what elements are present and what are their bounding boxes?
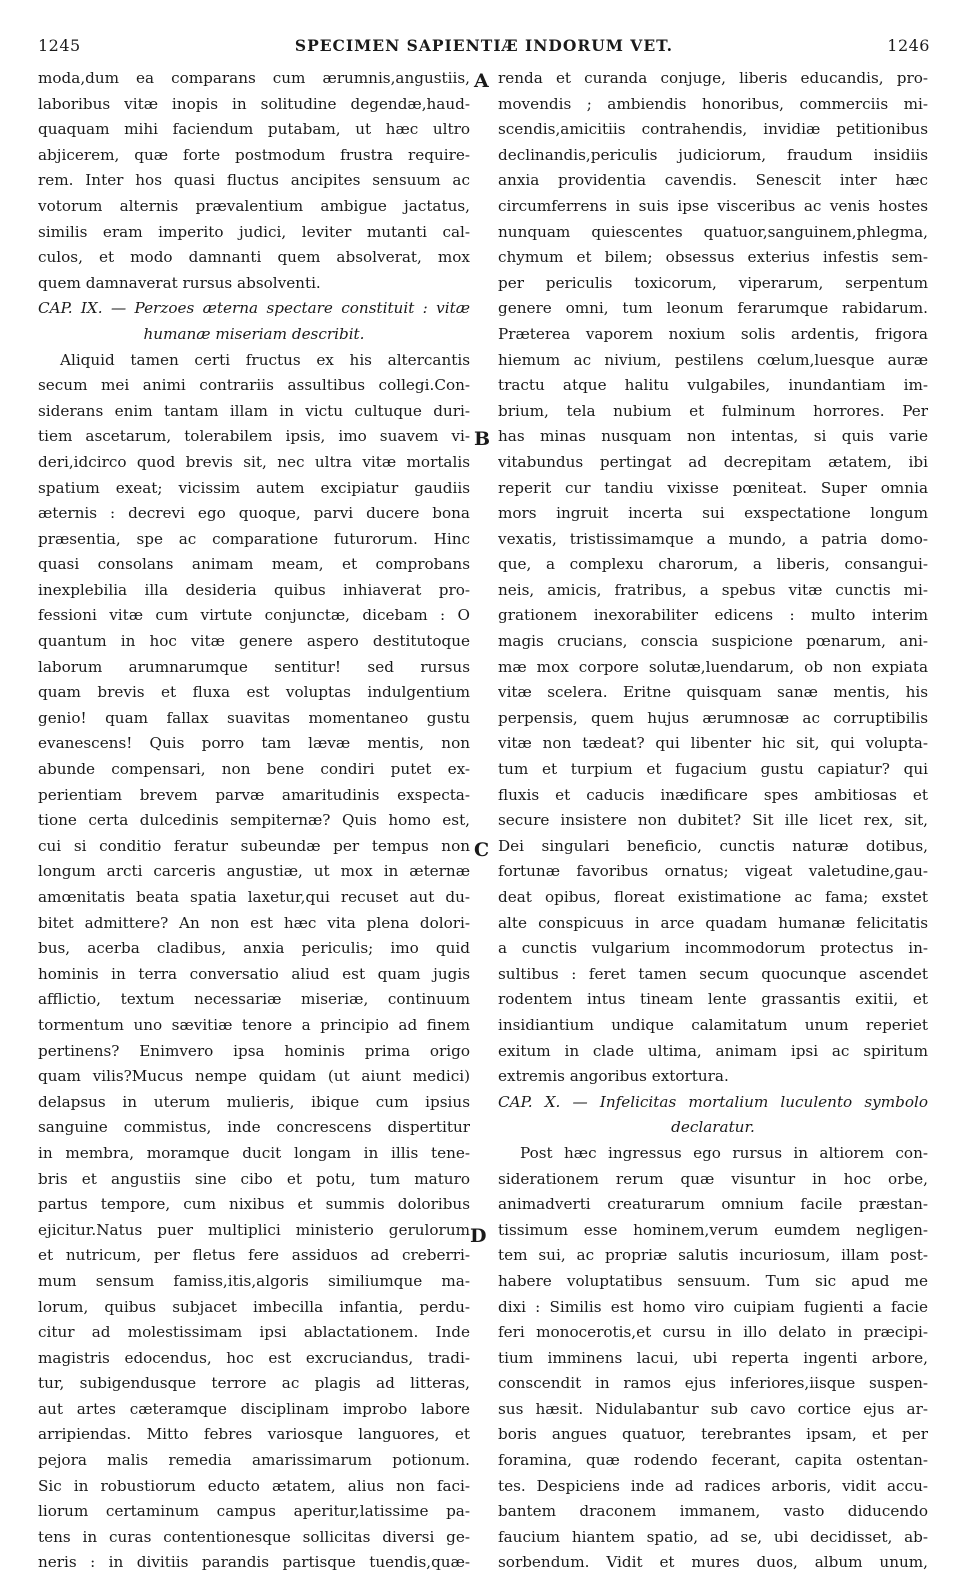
text-line: pertinens? Enimvero ipsa hominis prima origo [38, 1041, 470, 1060]
text-line: foramina, quæ rodendo fecerant, capita ostentan- [498, 1451, 928, 1470]
text-line: sorbendum. Vidit et mures duos, album unum, [498, 1553, 928, 1572]
text-line: quem damnaverat rursus absolventi. [38, 273, 321, 292]
text-line: deri,idcirco quod brevis sit, nec ultra vitæ mortalis [38, 452, 470, 471]
text-line: similis eram imperito judici, leviter mutanti cal- [38, 222, 470, 241]
text-line: spatium exeat; vicissim autem excipiatur gaudiis [38, 478, 470, 497]
text-line: pejora malis remedia amarissimarum potionum. [38, 1451, 470, 1470]
text-line: chymum et bilem; obsessus exterius infestis sem- [498, 248, 928, 267]
text-line: bantem draconem immanem, vasto diducendo [498, 1502, 928, 1521]
text-line: vitæ non tædeat? qui libenter hic sit, qui volupta- [498, 734, 928, 753]
text-line: tes. Despiciens inde ad radices arboris, vidit accu- [498, 1476, 928, 1495]
margin-letter-d: D [470, 1225, 487, 1247]
text-line: siderationem rerum quæ visuntur in hoc orbe, [498, 1169, 928, 1188]
text-line: hominis in terra conversatio aliud est quam jugis [38, 964, 470, 983]
text-line: tormentum uno sævitiæ tenore a principio ad finem [38, 1015, 470, 1034]
text-line: secum mei animi contrariis assultibus collegi.Con- [38, 376, 470, 395]
text-line: genere omni, tum leonum ferarumque rabidarum. [498, 299, 928, 318]
text-line: aut artes cæteramque disciplinam improbo labore [38, 1399, 470, 1418]
text-line: movendis ; ambiendis honoribus, commerciis mi- [498, 94, 928, 113]
text-line: afflictio, textum necessariæ miseriæ, continuum [38, 990, 470, 1009]
text-line: tens in curas contentionesque sollicitas diversi ge- [38, 1527, 470, 1546]
text-line: fluxis et caducis inædificare spes ambitiosas et [498, 785, 928, 804]
text-line: CAP. IX. — Perzoes æterna spectare constituit : vitæ [38, 299, 470, 318]
text-line: abunde compensari, non bene condiri putet ex- [38, 760, 470, 779]
text-line: siderans enim tantam illam in victu cultuque duri- [38, 401, 470, 420]
text-line: amœnitatis beata spatia laxetur,qui recuset aut du- [38, 888, 470, 906]
text-line: cui si conditio feratur subeundæ per tempus non [38, 836, 470, 855]
text-line: feri monocerotis,et cursu in illo delato in præcipi- [498, 1323, 928, 1342]
text-line: sus hæsit. Nidulabantur sub cavo cortice ejus ar- [498, 1399, 928, 1418]
left-column [38, 66, 470, 1576]
text-line: CAP. X. — Infelicitas mortalium luculento symbolo [498, 1092, 928, 1111]
text-line: fessioni vitæ cum virtute conjunctæ, dicebam : O [38, 606, 470, 625]
text-line: neis, amicis, fratribus, a spebus vitæ cunctis mi- [498, 580, 928, 599]
text-line: declaratur. [671, 1118, 755, 1137]
text-line: laborum arumnarumque sentitur! sed rursus [38, 657, 470, 676]
text-line: per periculis toxicorum, viperarum, serpentum [498, 273, 928, 292]
text-line: quantum in hoc vitæ genere aspero destitutoque [38, 632, 470, 651]
text-line: magis crucians, conscia suspicione pœnarum, ani- [498, 632, 928, 651]
text-line: abjicerem, quæ forte postmodum frustra require- [38, 145, 470, 164]
text-line: votorum alternis prævalentium ambigue jactatus, [38, 196, 470, 215]
text-line: rem. Inter hos quasi fluctus ancipites sensuum ac [38, 171, 470, 190]
text-line: tione certa dulcedinis sempiternæ? Quis homo est, [38, 811, 470, 830]
text-line: circumferrens in suis ipse visceribus ac venis hostes [498, 196, 928, 215]
text-line: tium imminens lacui, ubi reperta ingenti arbore, [498, 1348, 928, 1367]
text-line: fortunæ favoribus ornatus; vigeat valetudine,gau- [498, 862, 928, 881]
text-line: arripiendas. Mitto febres variosque languores, et [38, 1425, 470, 1444]
text-line: liorum certaminum campus aperitur,latissime pa- [38, 1502, 470, 1521]
text-line: animadverti creaturarum omnium facile præstan- [498, 1195, 928, 1214]
text-line: bris et angustiis sine cibo et potu, tum maturo [38, 1169, 470, 1188]
text-line: declinandis,periculis judiciorum, fraudum insidiis [498, 145, 928, 164]
text-line: præsentia, spe ac comparatione futurorum. Hinc [38, 529, 470, 548]
text-line: exitum in clade ultima, animam ipsi ac spiritum [498, 1041, 928, 1060]
text-line: sultibus : feret tamen secum quocunque ascendet [498, 964, 928, 983]
margin-letter-a: A [474, 70, 489, 92]
text-line: genio! quam fallax suavitas momentaneo gustu [38, 708, 470, 727]
right-column [498, 66, 928, 1576]
text-line: scendis,amicitiis contrahendis, invidiæ petitionibus [498, 120, 928, 139]
text-line: anxia providentia cavendis. Senescit inter hæc [498, 171, 928, 190]
text-line: culos, et modo damnanti quem absolverat, mox [38, 248, 470, 267]
text-line: quam vilis?Mucus nempe quidam (ut aiunt medici) [38, 1067, 470, 1086]
text-line: et nutricum, per fletus fere assiduos ad creberri- [38, 1246, 470, 1265]
text-line: tur, subigendusque terrore ac plagis ad litteras, [38, 1374, 470, 1393]
text-line: inexplebilia illa desideria quibus inhiaverat pro- [38, 580, 470, 599]
text-line: grationem inexorabiliter edicens : multo interim [498, 606, 928, 625]
text-line: sanguine commistus, inde concrescens dispertitur [38, 1118, 470, 1137]
text-line: faucium hiantem spatio, ad se, ubi decidisset, ab- [498, 1527, 928, 1546]
text-line: bitet admittere? An non est hæc vita plena dolori- [38, 913, 470, 932]
text-line: a cunctis vulgarium incommodorum protectus in- [498, 939, 928, 958]
text-line: brium, tela nubium et fulminum horrores. Per [498, 401, 928, 420]
text-line: tem sui, ac propriæ salutis incuriosum, illam post- [498, 1246, 928, 1265]
text-line: rodentem intus tineam lente grassantis exitii, et [498, 990, 928, 1009]
text-line: has minas nusquam non intentas, si quis varie [498, 427, 928, 446]
text-line: ejicitur.Natus puer multiplici ministerio gerulorum [38, 1220, 470, 1239]
text-line: extremis angoribus extortura. [498, 1067, 729, 1086]
text-line: tiem ascetarum, tolerabilem ipsis, imo suavem vi- [38, 427, 470, 446]
text-line: æternis : decrevi ego quoque, parvi ducere bona [38, 504, 470, 523]
text-line: Post hæc ingressus ego rursus in altiorem con- [520, 1143, 928, 1162]
left-page-number: 1245 [38, 36, 81, 55]
text-line: delapsus in uterum mulieris, ibique cum ipsius [38, 1092, 470, 1111]
text-line: reperit cur tandiu vixisse pœniteat. Super omnia [498, 478, 928, 497]
text-line: perientiam brevem parvæ amaritudinis exspecta- [38, 785, 470, 804]
text-line: laboribus vitæ inopis in solitudine degendæ,haud- [38, 94, 470, 113]
text-line: moda,dum ea comparans cum ærumnis,angustiis, [38, 69, 470, 87]
text-line: lorum, quibus subjacet imbecilla infantia, perdu- [38, 1297, 470, 1316]
text-line: quasi consolans animam meam, et comprobans [38, 555, 470, 574]
text-line: nunquam quiescentes quatuor,sanguinem,phlegma, [498, 222, 928, 241]
text-line: deat opibus, floreat existimatione ac fama; exstet [498, 888, 928, 906]
text-line: vitabundus pertingat ad decrepitam ætatem, ibi [498, 452, 928, 471]
text-line: neris : in divitiis parandis partisque tuendis,quæ- [38, 1553, 470, 1572]
right-page-number: 1246 [887, 36, 930, 55]
text-line: perpensis, quem hujus ærumnosæ ac corruptibilis [498, 708, 928, 727]
text-line: magistris edocendus, hoc est excruciandus, tradi- [38, 1348, 470, 1367]
text-line: citur ad molestissimam ipsi ablactationem. Inde [38, 1323, 470, 1342]
text-line: Dei singulari beneficio, cunctis naturæ dotibus, [498, 836, 928, 855]
text-line: in membra, moramque ducit longam in illis tene- [38, 1143, 470, 1162]
text-line: vitæ scelera. Eritne quisquam sanæ mentis, his [498, 683, 928, 702]
text-line: tractu atque halitu vulgabiles, inundantiam im- [498, 376, 928, 395]
text-line: insidiantium undique calamitatum unum reperiet [498, 1015, 928, 1034]
text-line: mum sensum famiss,itis,algoris similiumque ma- [38, 1271, 470, 1290]
text-line: evanescens! Quis porro tam lævæ mentis, non [38, 734, 470, 753]
text-line: Sic in robustiorum educto ætatem, alius non faci- [38, 1476, 470, 1495]
text-line: bus, acerba cladibus, anxia periculis; imo quid [38, 939, 470, 958]
text-line: dixi : Similis est homo viro cuipiam fugienti a facie [498, 1297, 928, 1316]
text-line: mors ingruit incerta sui exspectatione longum [498, 504, 928, 523]
text-line: Præterea vaporem noxium solis ardentis, frigora [498, 324, 928, 343]
text-line: conscendit in ramos ejus inferiores,iisque suspen- [498, 1374, 928, 1393]
text-line: mæ mox corpore solutæ,luendarum, ob non expiata [498, 657, 928, 676]
text-line: quam brevis et fluxa est voluptas indulgentium [38, 683, 470, 702]
text-line: alte conspicuus in arce quadam humanæ felicitatis [498, 913, 928, 932]
text-line: quaquam mihi faciendum putabam, ut hæc ultro [38, 120, 470, 139]
text-line: longum arcti carceris angustiæ, ut mox in æternæ [38, 862, 470, 881]
text-line: tissimum esse hominem,verum eumdem negligen- [498, 1220, 928, 1239]
text-line: humanæ miseriam describit. [143, 324, 365, 343]
text-line: que, a complexu charorum, a liberis, consangui- [498, 555, 928, 574]
text-line: boris angues quatuor, terebrantes ipsam, et per [498, 1425, 928, 1444]
text-line: vexatis, tristissimamque a mundo, a patria domo- [498, 529, 928, 548]
text-line: renda et curanda conjuge, liberis educandis, pro- [498, 69, 928, 87]
margin-letter-c: C [474, 839, 490, 861]
page-header [38, 36, 930, 62]
text-line: secure insistere non dubitet? Sit ille licet rex, sit, [498, 811, 928, 830]
text-line: habere voluptatibus sensuum. Tum sic apud me [498, 1271, 928, 1290]
text-line: hiemum ac nivium, pestilens cœlum,luesque auræ [498, 350, 928, 369]
text-line: Aliquid tamen certi fructus ex his altercantis [60, 350, 470, 369]
margin-letter-b: B [474, 428, 491, 450]
text-line: partus tempore, cum nixibus et summis doloribus [38, 1195, 470, 1214]
running-title: SPECIMEN SAPIENTIÆ INDORUM VET. [294, 36, 674, 55]
text-line: tum et turpium et fugacium gustu capiatur? qui [498, 760, 928, 779]
